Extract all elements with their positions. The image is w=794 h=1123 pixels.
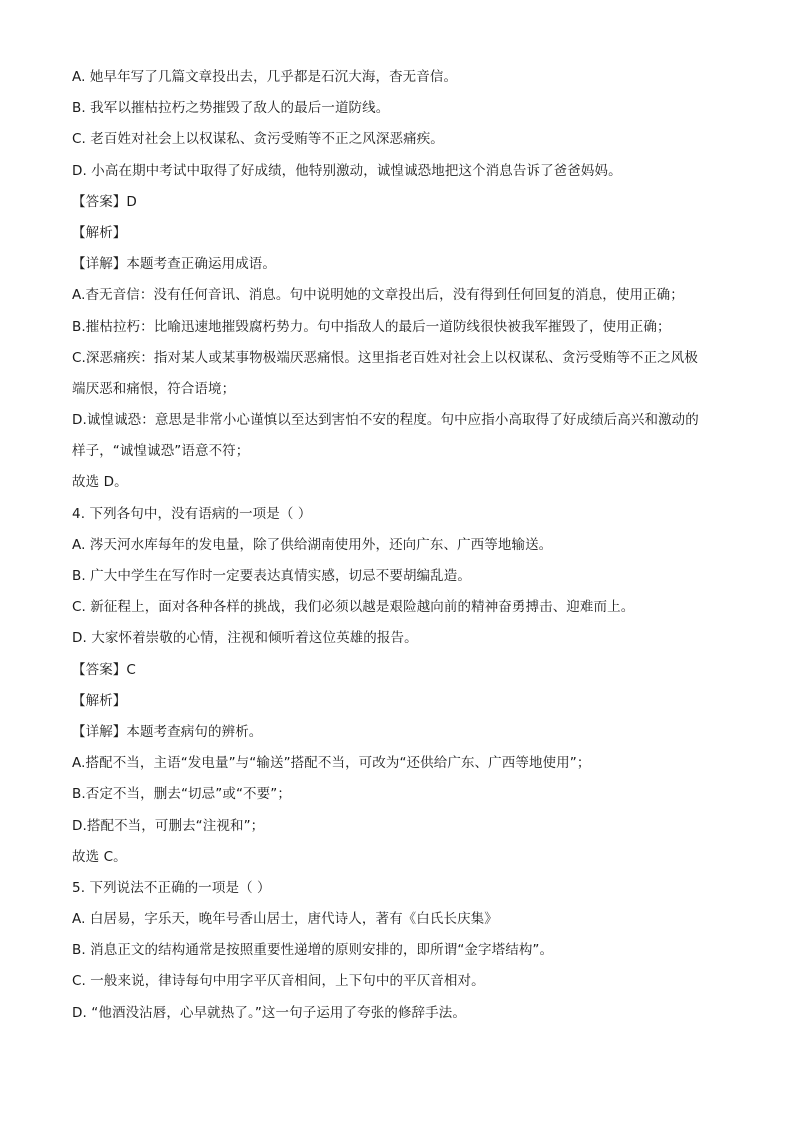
option-line: C. 新征程上，面对各种各样的挑战，我们必须以越是艰险越向前的精神奋勇搏击、迎难而上。 — [72, 599, 635, 616]
answer-line: 【答案】D — [72, 193, 137, 210]
option-line: B. 广大中学生在写作时一定要表达真情实感，切忌不要胡编乱造。 — [72, 568, 471, 584]
explanation-line: C.深恶痛疾：指对某人或某事物极端厌恶痛恨。这里指老百姓对社会上以权谋私、贪污受贿等不正之风极 — [72, 349, 698, 366]
analysis-heading: 【解析】 — [72, 692, 127, 709]
conclusion-line: 故选 C。 — [72, 848, 127, 865]
option-line: D. “他酒没沾唇，心早就热了。”这一句子运用了夸张的修辞手法。 — [72, 1004, 466, 1021]
option-line: A. 她早年写了几篇文章投出去，几乎都是石沉大海，杳无音信。 — [72, 69, 458, 85]
explanation-line: A.搭配不当，主语“发电量”与“输送”搭配不当，可改为“还供给广东、广西等地使用”； — [72, 755, 591, 772]
analysis-heading: 【解析】 — [72, 224, 127, 241]
option-line: A. 涔天河水库每年的发电量，除了供给湖南使用外，还向广东、广西等地输送。 — [72, 536, 553, 553]
explanation-line: D.搭配不当，可删去“注视和”； — [72, 817, 265, 834]
explanation-line: B.摧枯拉朽：比喻迅速地摧毁腐朽势力。句中指敌人的最后一道防线很快被我军摧毁了，使用正确； — [72, 318, 671, 335]
option-line: C. 一般来说，律诗每句中用字平仄音相间，上下句中的平仄音相对。 — [72, 973, 485, 990]
explanation-line: B.否定不当，删去“切忌”或“不要”； — [72, 786, 291, 803]
answer-line: 【答案】C — [72, 661, 136, 678]
explanation-line: A.杳无音信：没有任何音讯、消息。句中说明她的文章投出后，没有得到任何回复的消息，使用正确； — [72, 287, 684, 304]
question-stem: 5. 下列说法不正确的一项是（ ） — [72, 879, 271, 896]
detail-line: 【详解】本题考查病句的辨析。 — [72, 723, 263, 740]
option-line: A. 白居易，字乐天，晚年号香山居士，唐代诗人，著有《白氏长庆集》 — [72, 911, 498, 928]
explanation-line: 端厌恶和痛恨，符合语境； — [72, 380, 236, 397]
explanation-line: D.诚惶诚恐：意思是非常小心谨慎以至达到害怕不安的程度。句中应指小高取得了好成绩后高兴和激动的 — [72, 412, 699, 429]
option-line: B. 我军以摧枯拉朽之势摧毁了敌人的最后一道防线。 — [72, 100, 390, 117]
detail-line: 【详解】本题考查正确运用成语。 — [72, 256, 276, 273]
option-line: D. 小高在期中考试中取得了好成绩，他特别激动，诚惶诚恐地把这个消息告诉了爸爸妈妈。 — [72, 162, 622, 179]
option-line: D. 大家怀着崇敬的心情，注视和倾听着这位英雄的报告。 — [72, 630, 418, 647]
document-page — [72, 62, 732, 1029]
option-line: C. 老百姓对社会上以权谋私、贪污受贿等不正之风深恶痛疾。 — [72, 131, 444, 148]
question-stem: 4. 下列各句中，没有语病的一项是（ ） — [72, 505, 312, 522]
option-line: B. 消息正文的结构通常是按照重要性递增的原则安排的，即所谓“金字塔结构”。 — [72, 942, 554, 959]
explanation-line: 样子，“诚惶诚恐”语意不符； — [72, 443, 250, 460]
conclusion-line: 故选 D。 — [72, 474, 128, 491]
